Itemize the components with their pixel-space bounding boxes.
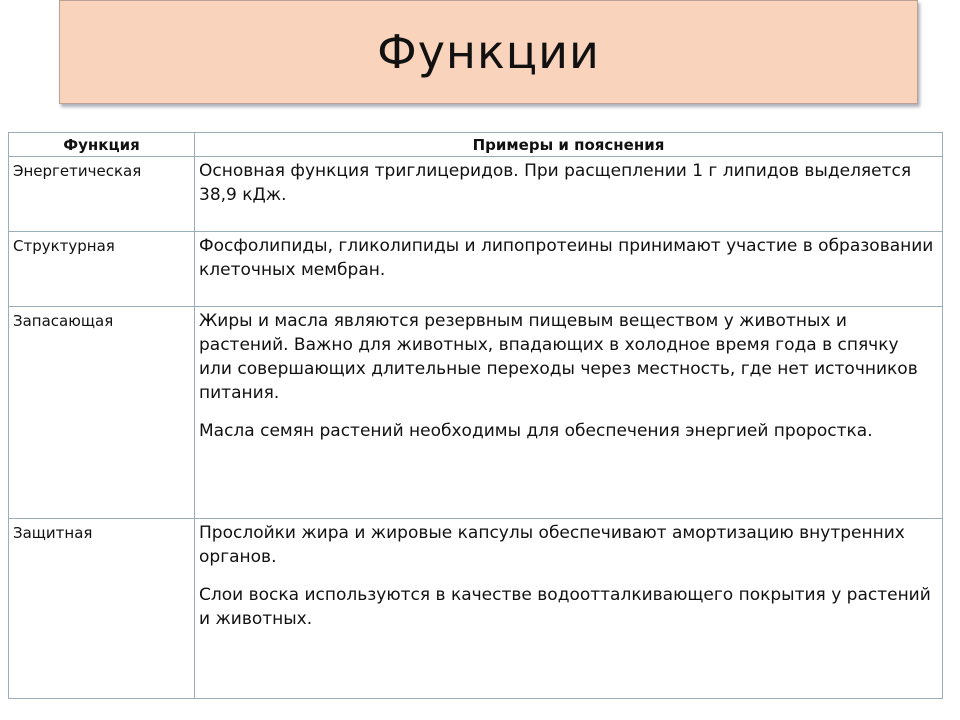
table-row	[9, 519, 943, 699]
title-banner	[59, 0, 918, 104]
table-header-row	[9, 133, 943, 157]
function-name-cell: Защитная	[9, 519, 195, 699]
function-description-cell	[195, 519, 943, 699]
functions-table	[8, 132, 943, 699]
function-name-cell: Запасающая	[9, 307, 195, 519]
function-name-cell: Структурная	[9, 232, 195, 307]
function-name-cell: Энергетическая	[9, 157, 195, 232]
table-row	[9, 307, 943, 519]
description-paragraph: Прослойки жира и жировые капсулы обеспечивают амортизацию внутренних органов.	[199, 523, 905, 567]
table-row	[9, 232, 943, 307]
page-title: Функции	[377, 25, 600, 79]
description-paragraph: Основная функция триглицеридов. При расщеплении 1 г липидов выделяется 38,9 кДж.	[199, 161, 912, 205]
table-row	[9, 157, 943, 232]
column-header-examples: Примеры и пояснения	[195, 133, 943, 157]
function-description-cell	[195, 157, 943, 232]
function-description-cell	[195, 307, 943, 519]
description-paragraph: Слои воска используются в качестве водоотталкивающего покрытия у растений и животных.	[199, 585, 931, 629]
function-description-cell	[195, 232, 943, 307]
column-header-function: Функция	[9, 133, 195, 157]
description-paragraph: Фосфолипиды, гликолипиды и липопротеины принимают участие в образовании клеточных мембран.	[199, 236, 934, 280]
description-paragraph: Масла семян растений необходимы для обеспечения энергией проростка.	[199, 421, 873, 441]
description-paragraph: Жиры и масла являются резервным пищевым веществом у животных и растений. Важно для животных, впадающих в холодное время года в спячку или совершающих длительные переходы через местность, где нет источников питания.	[199, 311, 918, 403]
